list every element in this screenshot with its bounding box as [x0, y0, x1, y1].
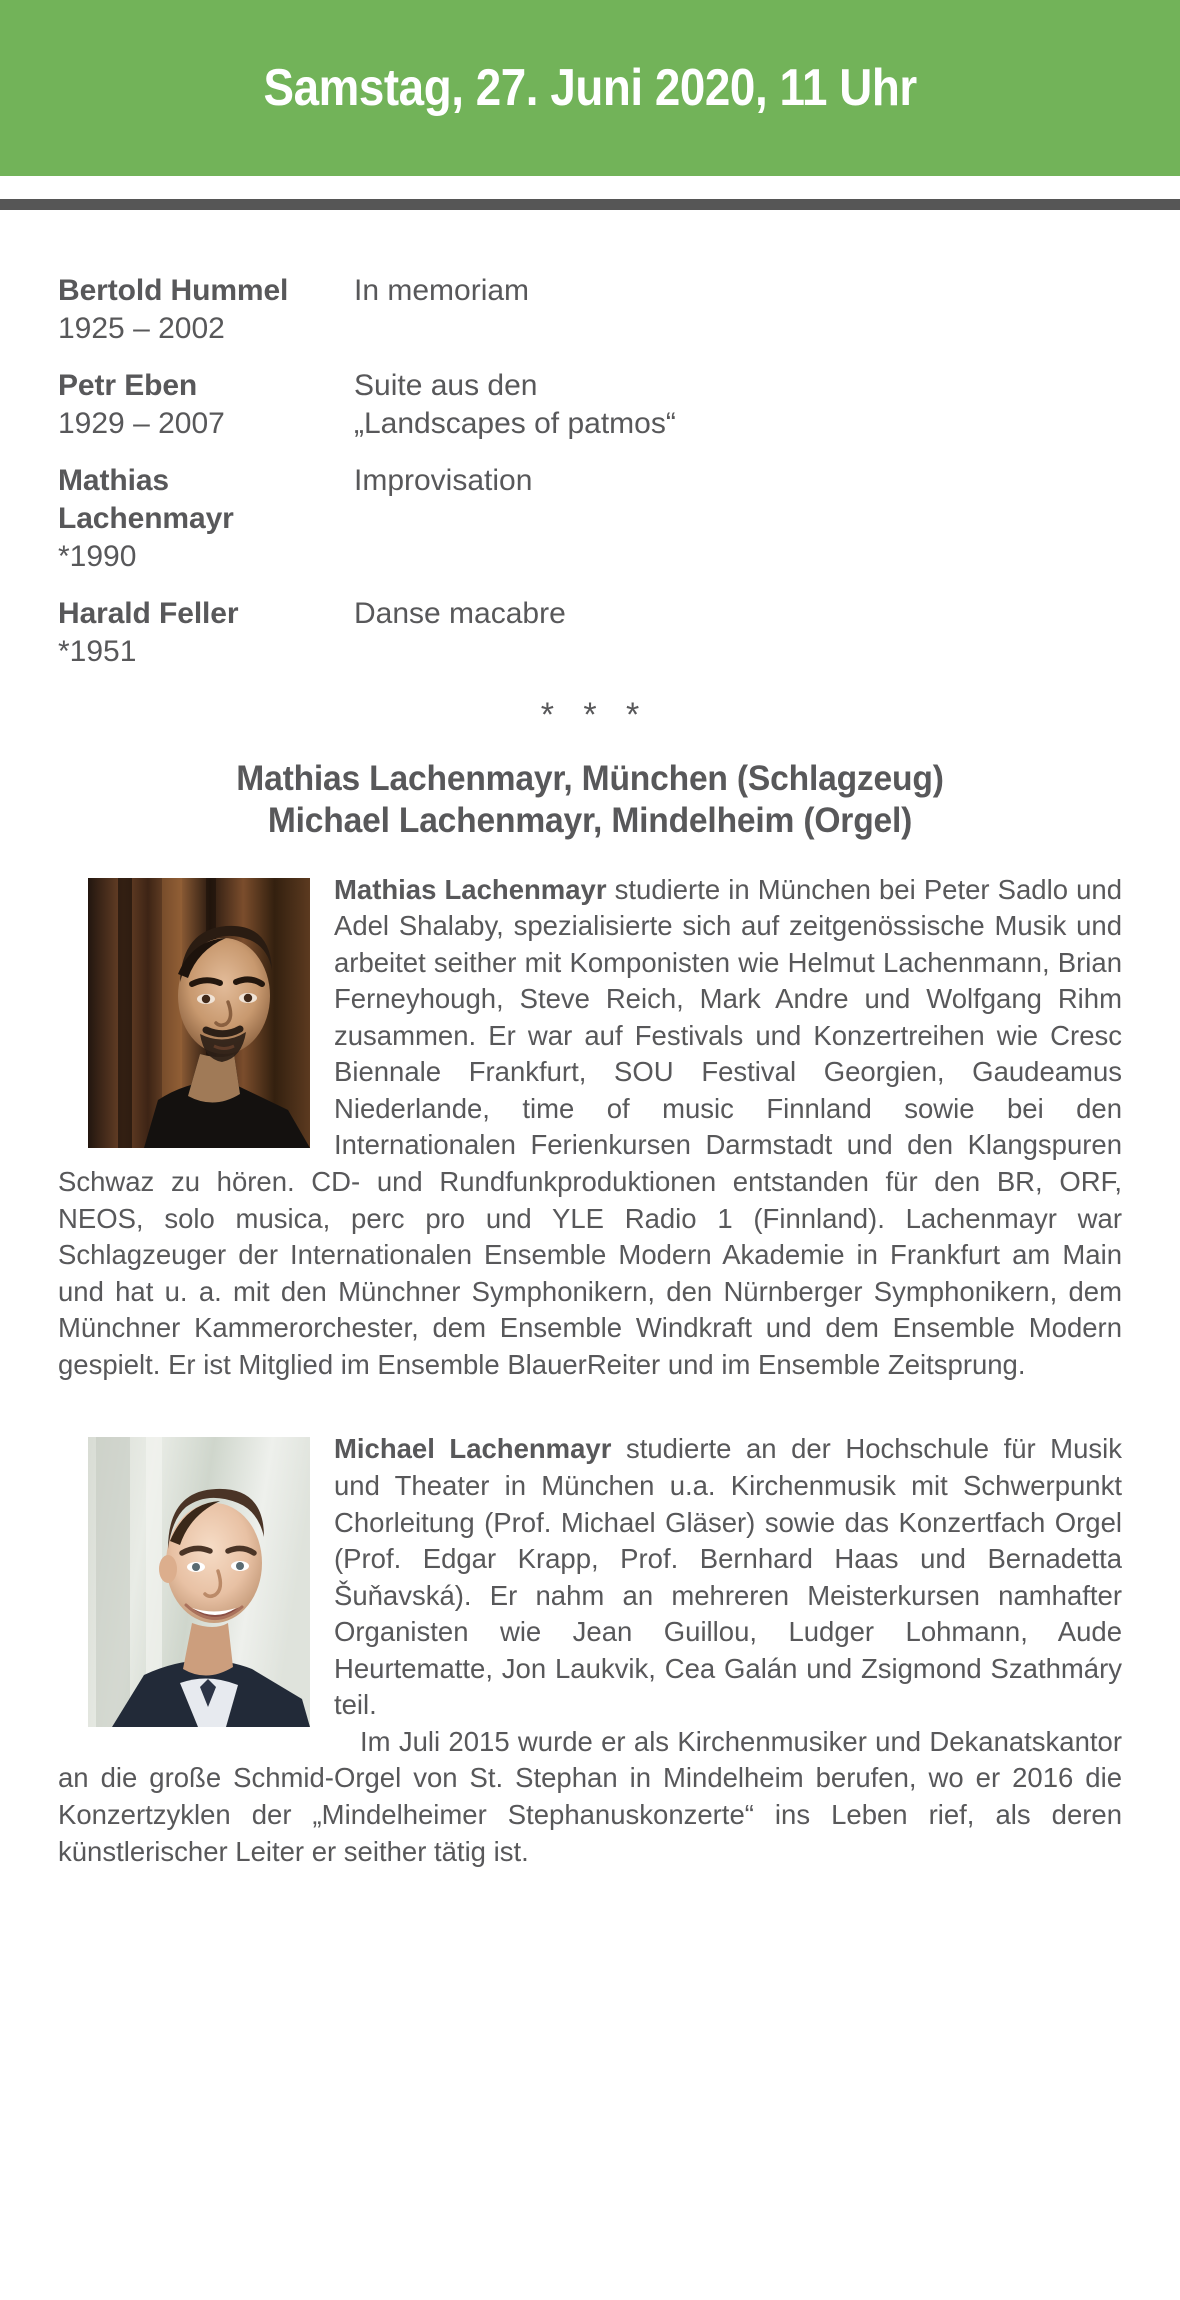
page-content — [0, 210, 1180, 1870]
program-row — [58, 595, 1122, 672]
header-divider-rule — [0, 199, 1180, 210]
work-title-line-1: Improvisation — [354, 463, 533, 497]
biography-michael — [58, 1431, 1122, 1870]
program-row-spacer — [58, 349, 1122, 367]
composer-name: Petr Eben — [58, 368, 198, 402]
performer-line-2: Michael Lachenmayr, Mindelheim (Orgel) — [267, 800, 913, 840]
composer-dates: 1925 – 2002 — [58, 312, 225, 346]
program-work-cell — [354, 272, 1122, 349]
program-work-cell — [354, 595, 1122, 672]
composer-name: Mathias Lachenmayr — [58, 463, 234, 535]
composer-name: Bertold Hummel — [58, 274, 289, 307]
work-title-line-1: Suite aus den — [354, 368, 538, 402]
program-row-spacer — [58, 577, 1122, 595]
portrait-photo-mathias — [88, 878, 310, 1148]
composer-name: Harald Feller — [58, 596, 239, 630]
portrait-photo-michael — [88, 1437, 310, 1727]
header-banner — [0, 0, 1180, 176]
program-row — [58, 272, 1122, 349]
program-table — [58, 272, 1122, 672]
composer-dates: 1929 – 2007 — [58, 407, 225, 441]
biography-michael-body: studierte an der Hochschule für Musik und Theater in München u.a. Kirchenmusik mit Schwerpunkt Chorleitung (Prof. Michael Gläser) sowie das Konzertfach Orgel (Prof. Edgar Krapp, Prof. Bernhard Haas und Bernadetta Šuňavská). Er nahm an mehreren Meisterkursen namhafter Organisten wie Jean Guillou, Ludger Lohmann, Aude Heurtematte, Jon Laukvik, Cea Galán und Zsigmond Szathmáry teil. — [334, 1433, 1122, 1721]
asterisk-separator: * * * — [540, 695, 650, 734]
program-row — [58, 367, 1122, 444]
biography-michael-paragraph-2 — [58, 1724, 1122, 1870]
work-title-line-1: Danse macabre — [354, 596, 566, 630]
performer-line-1: Mathias Lachenmayr, München (Schlagzeug) — [236, 758, 944, 798]
program-composer-cell — [58, 462, 354, 577]
biography-michael-body-2: Im Juli 2015 wurde er als Kirchenmusiker und Dekanatskantor an die große Schmid-Orgel von St. Stephan in Mindelheim berufen, wo er 2016 die Konzertzyklen der „Mindelheimer Stephanuskonzerte“ ins Leben rief, als deren künstlerischer Leiter er seither tätig ist. — [58, 1725, 1122, 1867]
composer-dates: *1990 — [58, 540, 137, 574]
performers-block — [58, 758, 1122, 842]
program-composer-cell — [58, 272, 354, 349]
work-title-line-1: In memoriam — [354, 274, 530, 307]
program-row — [58, 462, 1122, 577]
composer-dates: *1951 — [58, 635, 137, 669]
program-row-spacer — [58, 444, 1122, 462]
program-work-cell — [354, 462, 1122, 577]
program-composer-cell — [58, 367, 354, 444]
program-composer-cell — [58, 595, 354, 672]
biography-mathias-lead-name: Mathias Lachenmayr — [334, 873, 607, 905]
biography-mathias-body: studierte in München bei Peter Sadlo und Adel Shalaby, spezialisierte sich auf zeitgenössische Musik und arbeitet seither mit Komponisten wie Helmut Lachenmann, Brian Ferneyhough, Steve Reich, Mark Andre und Wolfgang Rihm zusammen. Er war auf Festivals und Konzertreihen wie Cresc Biennale Frankfurt, SOU Festival Georgien, Gaudeamus Niederlande, time of music Finnland sowie bei den Internationalen Ferienkursen Darmstadt und den Klangspuren Schwaz zu hören. CD- und Rundfunkproduktionen entstanden für den BR, ORF, NEOS, solo musica, perc pro und YLE Radio 1 (Finnland). Lachenmayr war Schlagzeuger der Internationalen Ensemble Modern Akademie in Frankfurt am Main und hat u. a. mit den Münchner Symphonikern, den Nürnberger Symphonikern, dem Münchner Kammerorchester, dem Ensemble Windkraft und dem Ensemble Modern gespielt. Er ist Mitglied im Ensemble BlauerReiter und im Ensemble Zeitsprung. — [58, 873, 1122, 1380]
work-title-line-2: „Landscapes of patmos“ — [354, 407, 676, 441]
page-title: Samstag, 27. Juni 2020, 11 Uhr — [263, 59, 917, 117]
biography-mathias — [58, 872, 1122, 1384]
biography-michael-lead-name: Michael Lachenmayr — [334, 1433, 612, 1465]
program-work-cell — [354, 367, 1122, 444]
